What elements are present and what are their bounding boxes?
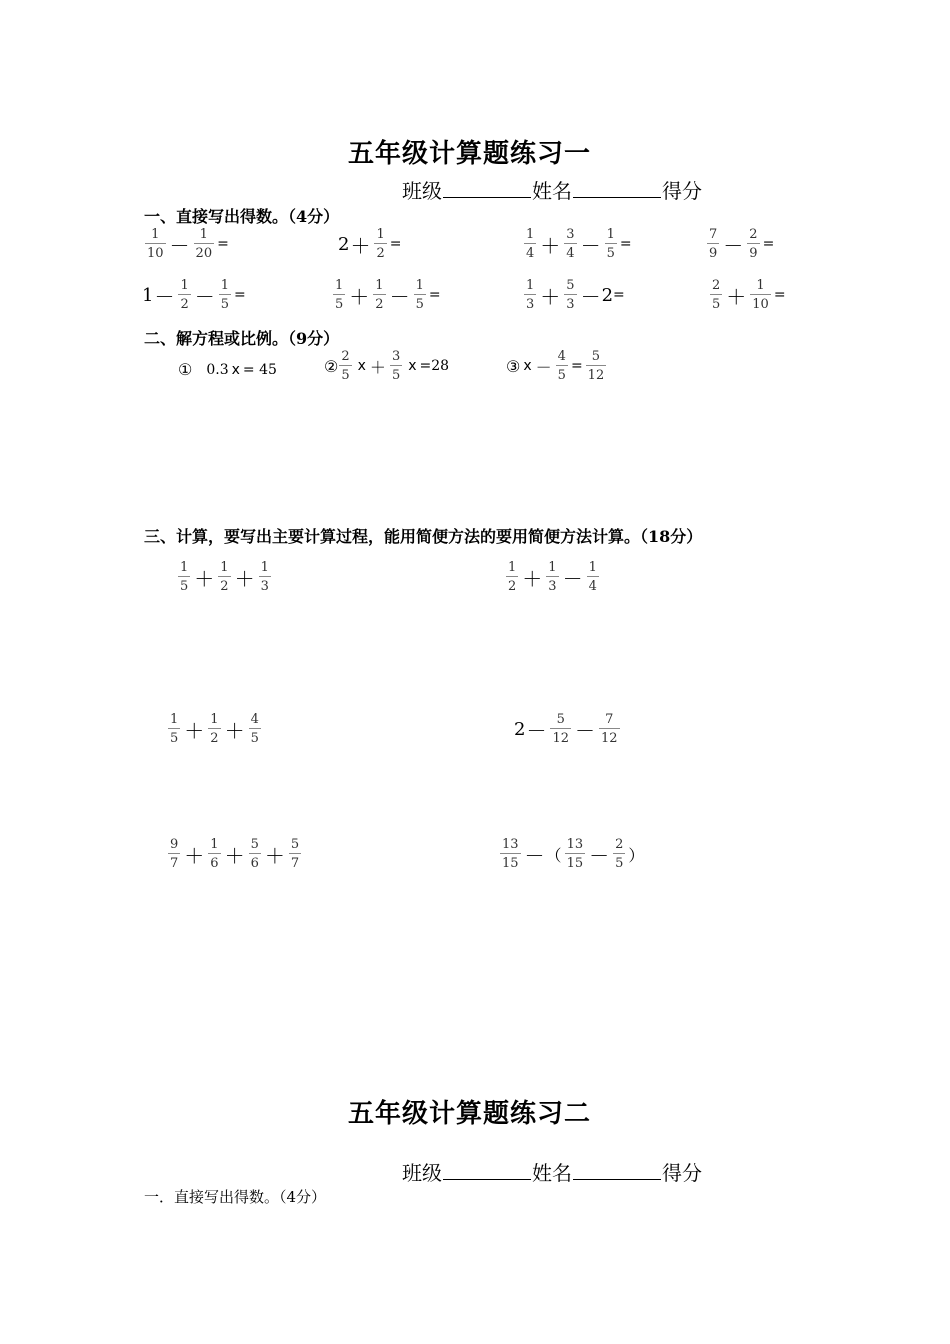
- fraction: [565, 838, 586, 870]
- calc-problem: [165, 713, 264, 745]
- denominator: 6: [250, 856, 259, 871]
- denominator: 2: [508, 579, 517, 594]
- fraction: [556, 350, 568, 382]
- numerator: 4: [250, 712, 259, 727]
- denominator: 9: [749, 246, 758, 261]
- numerator: 1: [151, 227, 160, 242]
- denominator: 5: [391, 368, 401, 383]
- operator: ＋: [184, 718, 205, 743]
- fraction: [168, 838, 180, 870]
- oral-problem: [707, 279, 786, 311]
- denominator: 5: [170, 731, 179, 746]
- fraction: [613, 838, 625, 870]
- calc-problem: [514, 713, 623, 745]
- integer: 2: [514, 718, 526, 740]
- fraction: [178, 279, 190, 311]
- fraction: [524, 228, 536, 260]
- numerator: 2: [615, 837, 624, 852]
- denominator: 15: [566, 856, 584, 871]
- name-label: 姓名: [532, 1161, 572, 1185]
- operator: －: [562, 566, 583, 591]
- numerator: 1: [548, 560, 557, 575]
- numerator: 1: [170, 712, 179, 727]
- fraction: [506, 561, 518, 593]
- denominator: 2: [375, 297, 384, 312]
- name-blank[interactable]: [573, 196, 661, 198]
- operator: －: [575, 718, 595, 743]
- numerator: 1: [588, 560, 597, 575]
- denominator: 2: [376, 246, 385, 261]
- fraction: [339, 350, 351, 382]
- oral-problem: [142, 228, 229, 260]
- numerator: 5: [290, 837, 300, 852]
- denominator: 4: [526, 246, 535, 261]
- denominator: 9: [709, 246, 718, 261]
- name-label: 姓名: [532, 179, 572, 203]
- numerator: 1: [180, 278, 189, 293]
- equals-sign: =: [762, 236, 775, 252]
- denominator: 3: [548, 579, 557, 594]
- oral-problem: [330, 279, 441, 311]
- integer: 1: [142, 284, 154, 306]
- operator: －: [169, 233, 190, 258]
- fraction: [218, 561, 230, 593]
- numerator: 5: [591, 349, 601, 364]
- section-heading-3: 三、计算，要写出主要计算过程，能用简便方法的要用简便方法计算。（18分）: [144, 527, 703, 546]
- math-text: （: [545, 845, 562, 865]
- numerator: 2: [749, 227, 758, 242]
- fraction: [750, 279, 771, 311]
- equals-sign: =: [217, 236, 229, 252]
- operator: ＋: [369, 357, 386, 377]
- denominator: 5: [220, 297, 230, 312]
- oral-problem: [338, 228, 401, 260]
- numerator: 2: [712, 278, 721, 293]
- equals-sign: =: [428, 287, 441, 303]
- numerator: 5: [556, 712, 565, 727]
- equals-sign: =: [613, 287, 625, 303]
- equals-sign: =: [234, 287, 246, 303]
- oral-problem: [704, 228, 774, 260]
- variable-x: x: [523, 358, 532, 374]
- fraction: [208, 713, 220, 745]
- numerator: 13: [566, 837, 584, 852]
- integer: 2: [338, 233, 350, 255]
- oral-problem: [521, 228, 632, 260]
- operator: ＋: [540, 233, 561, 258]
- numerator: 13: [502, 837, 519, 852]
- class-blank[interactable]: [443, 1178, 531, 1180]
- operator: ＋: [726, 284, 747, 309]
- fraction: [414, 279, 426, 311]
- numerator: 1: [260, 560, 269, 575]
- numerator: 1: [210, 837, 219, 852]
- denominator: 5: [712, 297, 721, 312]
- denominator: 20: [195, 246, 213, 261]
- fraction: [259, 561, 271, 593]
- fraction: [249, 838, 261, 870]
- calc-problem: [175, 561, 274, 593]
- operator: －: [524, 843, 545, 868]
- denominator: 5: [180, 579, 189, 594]
- fraction: [145, 228, 166, 260]
- numerator: 1: [756, 278, 765, 293]
- denominator: 3: [260, 579, 269, 594]
- calc-problem: [165, 838, 304, 870]
- operator: －: [589, 843, 610, 868]
- operator: ＋: [350, 233, 371, 258]
- operator: ＋: [224, 718, 245, 743]
- operator: ＋: [349, 284, 370, 309]
- numerator: 5: [566, 278, 575, 293]
- math-text: = 45: [242, 361, 277, 378]
- fraction: [710, 279, 722, 311]
- numerator: 9: [170, 837, 179, 852]
- page-title-1: 五年级计算题练习一: [348, 139, 592, 169]
- denominator: 5: [415, 297, 424, 312]
- operator: －: [154, 284, 175, 309]
- math-text: ②: [324, 356, 339, 376]
- numerator: 1: [415, 278, 424, 293]
- denominator: 7: [290, 856, 300, 871]
- equation-2: [324, 350, 449, 382]
- section-heading-2: 二、解方程或比例。（9分）: [144, 329, 340, 348]
- denominator: 4: [566, 246, 575, 261]
- score-label: 得分: [662, 179, 702, 203]
- name-blank[interactable]: [573, 1178, 661, 1180]
- class-blank[interactable]: [443, 196, 531, 198]
- integer: 2: [601, 284, 614, 306]
- equation-3: [506, 350, 609, 382]
- denominator: 10: [147, 246, 164, 261]
- calc-problem: [497, 838, 644, 870]
- numerator: 1: [508, 560, 517, 575]
- denominator: 6: [210, 856, 219, 871]
- denominator: 5: [335, 297, 344, 312]
- denominator: 12: [587, 368, 605, 383]
- oral-problem: [142, 279, 246, 311]
- fraction: [587, 561, 599, 593]
- numerator: 7: [709, 227, 718, 242]
- numerator: 1: [220, 560, 229, 575]
- numerator: 1: [526, 227, 535, 242]
- denominator: 15: [502, 856, 519, 871]
- numerator: 5: [250, 837, 259, 852]
- fraction: [546, 561, 558, 593]
- page-title-2: 五年级计算题练习二: [348, 1099, 592, 1129]
- fraction: [605, 228, 617, 260]
- fraction: [564, 279, 576, 311]
- denominator: 4: [588, 579, 597, 594]
- denominator: 12: [601, 731, 618, 746]
- class-label: 班级: [402, 1161, 442, 1185]
- variable-x: x: [408, 358, 417, 374]
- fraction: [208, 838, 220, 870]
- operator: －: [723, 233, 744, 258]
- denominator: 7: [170, 856, 179, 871]
- fraction: [194, 228, 215, 260]
- denominator: 5: [557, 368, 566, 383]
- fraction: [586, 350, 607, 382]
- numerator: 1: [375, 278, 384, 293]
- class-label: 班级: [402, 179, 442, 203]
- fraction: [289, 838, 301, 870]
- denominator: 3: [566, 297, 575, 312]
- denominator: 2: [220, 579, 229, 594]
- fraction: [500, 838, 521, 870]
- operator: ＋: [264, 843, 285, 868]
- fraction: [374, 228, 386, 260]
- operator: ＋: [224, 843, 245, 868]
- numerator: 4: [557, 349, 566, 364]
- math-text: ）: [628, 845, 645, 865]
- denominator: 5: [250, 731, 259, 746]
- denominator: 5: [341, 368, 350, 383]
- numerator: 1: [199, 227, 208, 242]
- math-text: 0.3: [206, 361, 229, 378]
- numerator: 1: [606, 227, 615, 242]
- numerator: 2: [341, 349, 350, 364]
- equals-sign: =: [773, 287, 786, 303]
- variable-x: x: [231, 361, 240, 378]
- fraction: [373, 279, 385, 311]
- operator: ＋: [540, 284, 561, 309]
- section-heading-sheet2-1: 一．直接写出得数。（4分）: [144, 1188, 327, 1206]
- fraction: [168, 713, 180, 745]
- fraction: [747, 228, 759, 260]
- fraction: [178, 561, 190, 593]
- numerator: 1: [526, 278, 535, 293]
- score-label: 得分: [662, 1161, 702, 1185]
- numerator: 1: [335, 278, 344, 293]
- denominator: 10: [752, 297, 769, 312]
- operator: ＋: [234, 566, 255, 591]
- operator: －: [194, 284, 215, 309]
- operator: －: [580, 284, 601, 309]
- operator: ＋: [194, 566, 215, 591]
- variable-x: x: [357, 358, 366, 374]
- calc-problem: [503, 561, 602, 593]
- operator: ＋: [184, 843, 205, 868]
- fraction: [564, 228, 576, 260]
- numerator: 3: [566, 227, 575, 242]
- numerator: 1: [376, 227, 385, 242]
- math-text: =28: [419, 358, 450, 374]
- denominator: 3: [526, 297, 535, 312]
- equation-1: [178, 360, 277, 379]
- equals-sign: =: [619, 236, 632, 252]
- fraction: [219, 279, 231, 311]
- fraction: [524, 279, 536, 311]
- denominator: 12: [552, 731, 569, 746]
- denominator: 5: [615, 856, 624, 871]
- fraction: [333, 279, 345, 311]
- fraction: [249, 713, 261, 745]
- numerator: 1: [220, 278, 230, 293]
- class-name-score-line-1: [402, 175, 702, 204]
- denominator: 5: [606, 246, 615, 261]
- operator: －: [389, 284, 410, 309]
- fraction: [599, 713, 620, 745]
- numerator: 7: [605, 712, 614, 727]
- section-heading-1: 一、直接写出得数。（4分）: [144, 207, 340, 226]
- operator: －: [535, 357, 552, 377]
- numerator: 3: [391, 349, 401, 364]
- equals-sign: =: [570, 358, 583, 374]
- denominator: 2: [210, 731, 219, 746]
- fraction: [707, 228, 719, 260]
- operator: －: [526, 718, 547, 743]
- numerator: 1: [180, 560, 189, 575]
- class-name-score-line-2: [402, 1157, 702, 1186]
- equals-sign: =: [389, 236, 402, 252]
- operator: ＋: [522, 566, 543, 591]
- numerator: 1: [210, 712, 219, 727]
- fraction: [390, 350, 402, 382]
- oral-problem: [521, 279, 625, 311]
- denominator: 2: [180, 297, 189, 312]
- fraction: [550, 713, 571, 745]
- math-text: ③: [506, 356, 521, 376]
- operator: －: [580, 233, 601, 258]
- math-text: ①: [178, 360, 193, 379]
